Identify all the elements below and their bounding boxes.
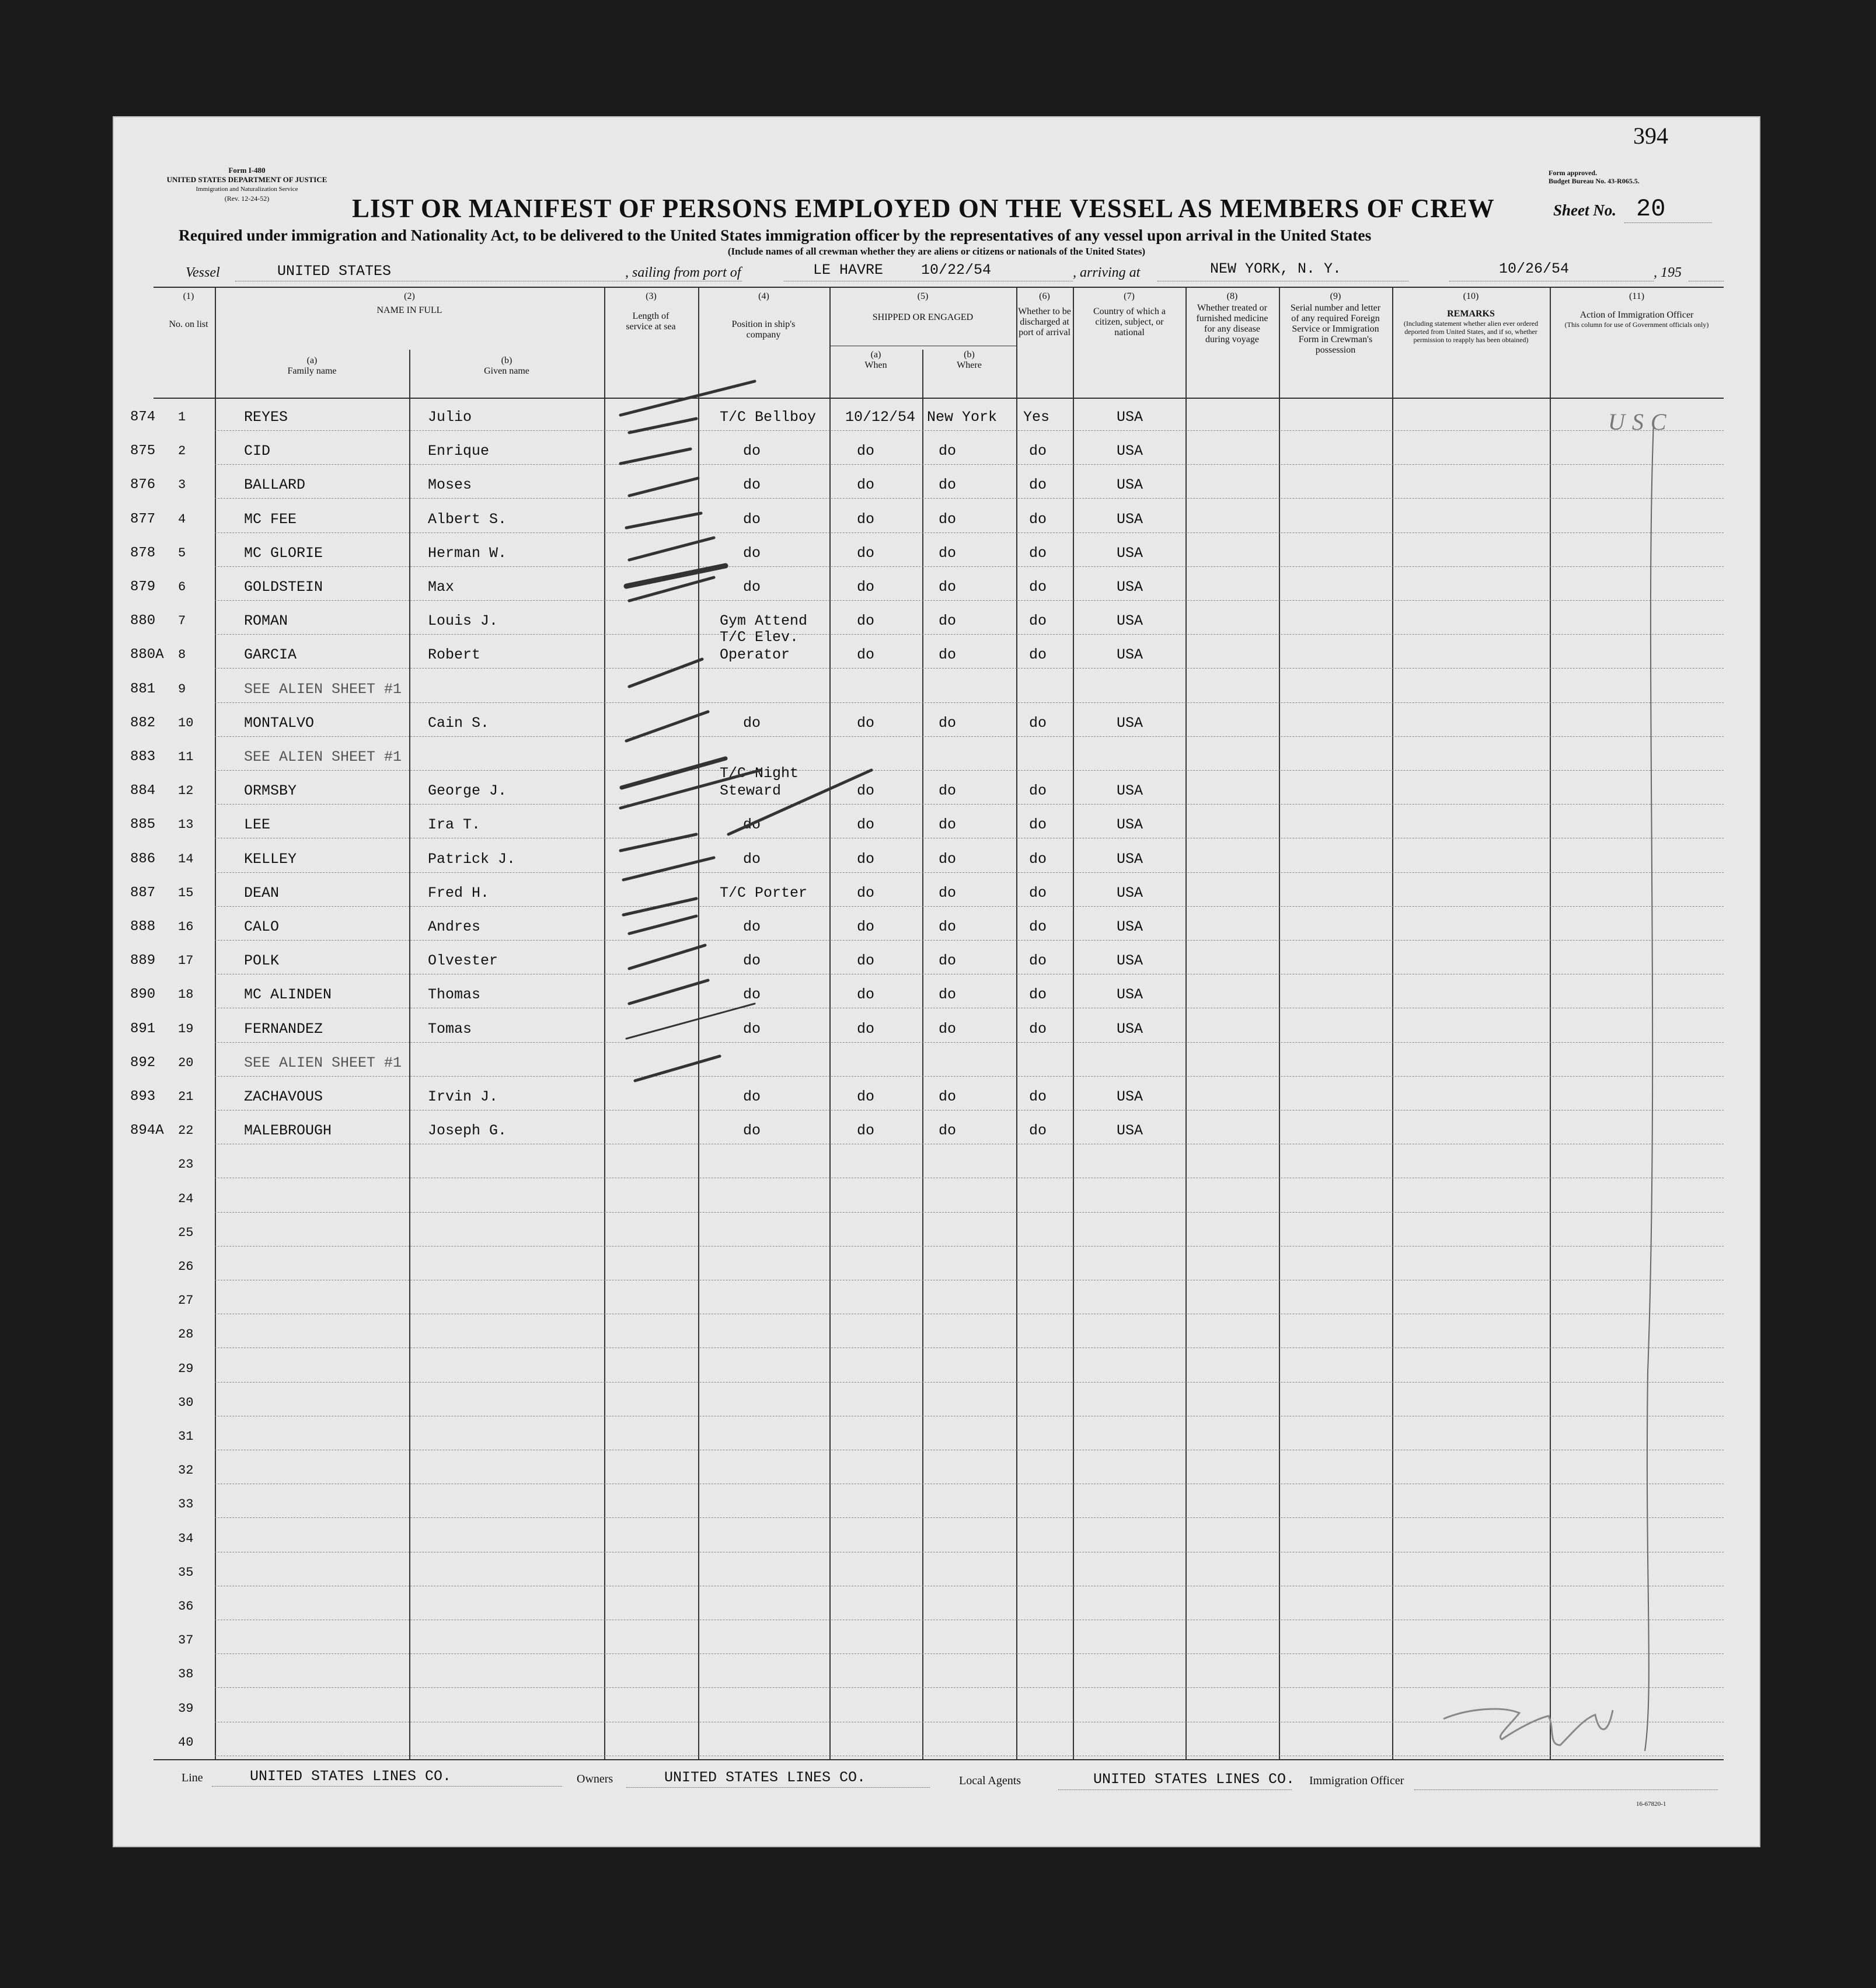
- cell-no: 5: [178, 545, 186, 560]
- line-company: UNITED STATES LINES CO.: [250, 1768, 452, 1785]
- cell-given: Herman W.: [428, 544, 507, 562]
- revision: (Rev. 12-24-52): [224, 194, 270, 203]
- cell-no: 39: [178, 1701, 194, 1716]
- cell-given: Fred H.: [428, 884, 490, 901]
- budget-bureau: Budget Bureau No. 43-R065.5.: [1549, 177, 1640, 185]
- cell-discharged: do: [1029, 884, 1047, 901]
- print-code: 16-67820-1: [1636, 1801, 1666, 1808]
- page-title: LIST OR MANIFEST OF PERSONS EMPLOYED ON THE VESSEL AS MEMBERS OF CREW: [352, 194, 1495, 223]
- cell-given: Joseph G.: [428, 1122, 507, 1140]
- col9-label: Serial number and letter of any required Foreign Service or Immigration Form in Crewman's possession: [1290, 303, 1381, 355]
- cell-country: USA: [1117, 612, 1143, 630]
- cell-no: 28: [178, 1327, 194, 1342]
- col5a-label: When: [864, 360, 887, 370]
- cell-ref: 887: [130, 885, 156, 901]
- cell-position: do: [743, 1122, 761, 1140]
- cell-discharged: do: [1029, 510, 1047, 528]
- cell-family: CID: [244, 443, 271, 460]
- cell-country: USA: [1117, 952, 1143, 970]
- col5b-label: Where: [957, 360, 982, 370]
- vessel-label: Vessel: [186, 265, 220, 280]
- port-to: NEW YORK, N. Y.: [1210, 260, 1342, 277]
- cell-position: do: [743, 850, 761, 868]
- cell-no: 25: [178, 1225, 194, 1240]
- cell-given: Cain S.: [428, 714, 490, 732]
- cell-position: do: [743, 579, 761, 596]
- cell-country: USA: [1117, 443, 1143, 460]
- cell-position: T/C Porter: [720, 884, 808, 901]
- col10-num: (10): [1463, 291, 1479, 301]
- cell-where: do: [939, 1122, 957, 1140]
- cell-ref: 894A: [130, 1123, 164, 1139]
- immigration-officer-label: Immigration Officer: [1309, 1774, 1404, 1787]
- col10-sub: (Including statement whether alien ever ordered deported from United States, and if so, whether permission to reapply has been obtained): [1403, 319, 1539, 344]
- cell-when: do: [857, 986, 875, 1004]
- cell-ref: 882: [130, 715, 156, 731]
- cell-where: do: [939, 612, 957, 630]
- cell-discharged: Yes: [1023, 409, 1050, 426]
- form-number: Form I-480: [228, 166, 266, 175]
- cell-position: Gym Attend: [720, 612, 808, 630]
- service: Immigration and Naturalization Service: [196, 186, 298, 193]
- cell-country: USA: [1117, 1122, 1143, 1140]
- cell-country: USA: [1117, 409, 1143, 426]
- cell-family: CALO: [244, 918, 280, 935]
- cell-no: 1: [178, 410, 186, 424]
- cell-given: Olvester: [428, 952, 498, 970]
- cell-family: MALEBROUGH: [244, 1122, 332, 1140]
- page-number: 394: [1633, 123, 1668, 149]
- cell-where: do: [939, 510, 957, 528]
- department: UNITED STATES DEPARTMENT OF JUSTICE: [166, 175, 327, 184]
- cell-ref: 881: [130, 681, 156, 697]
- cell-discharged: do: [1029, 1088, 1047, 1105]
- cell-ref: 884: [130, 783, 156, 799]
- col11-sub: (This column for use of Government officials only): [1564, 321, 1709, 329]
- cell-no: 14: [178, 851, 194, 866]
- cell-family: ZACHAVOUS: [244, 1088, 323, 1105]
- cell-no: 10: [178, 715, 194, 730]
- cell-no: 9: [178, 681, 186, 697]
- cell-ref: 889: [130, 953, 156, 969]
- cell-country: USA: [1117, 510, 1143, 528]
- cell-when: do: [857, 816, 875, 834]
- cell-where: do: [939, 443, 957, 460]
- sheet-number: 20: [1636, 195, 1666, 223]
- cell-no: 32: [178, 1463, 194, 1478]
- cell-discharged: do: [1029, 986, 1047, 1004]
- cell-ref: 880: [130, 613, 156, 629]
- cell-country: USA: [1117, 918, 1143, 935]
- cell-position: do: [743, 443, 761, 460]
- vessel-name: UNITED STATES: [277, 263, 392, 280]
- cell-where: do: [939, 782, 957, 800]
- cell-country: USA: [1117, 476, 1143, 494]
- cell-family: ROMAN: [244, 612, 288, 630]
- pencil-marks: [113, 116, 1760, 1847]
- cell-position: do: [743, 1020, 761, 1037]
- col6-label: Whether to be discharged at port of arrival: [1018, 307, 1071, 337]
- cell-no: 40: [178, 1735, 194, 1750]
- cell-ref: 883: [130, 749, 156, 765]
- cell-family: MC FEE: [244, 510, 297, 528]
- cell-position: T/C Elev.: [720, 629, 799, 646]
- sailing-label: , sailing from port of: [625, 265, 741, 280]
- cell-position: do: [743, 986, 761, 1004]
- cell-when: do: [857, 714, 875, 732]
- col8-label: Whether treated or furnished medicine for any disease during voyage: [1196, 303, 1268, 344]
- col5a-num: (a): [870, 350, 881, 360]
- cell-position: T/C Night: [720, 765, 799, 782]
- col2a-num: (a): [306, 356, 318, 365]
- cell-no: 20: [178, 1055, 194, 1070]
- cell-given: Louis J.: [428, 612, 498, 630]
- cell-given: George J.: [428, 782, 507, 800]
- col2b-label: Given name: [484, 366, 529, 376]
- cell-position2: Operator: [720, 646, 790, 664]
- cell-when: do: [857, 646, 875, 664]
- cell-where: do: [939, 850, 957, 868]
- owners-label: Owners: [577, 1773, 613, 1785]
- cell-position: do: [743, 816, 761, 834]
- cell-discharged: do: [1029, 952, 1047, 970]
- cell-ref: 879: [130, 579, 156, 595]
- col6-num: (6): [1039, 291, 1050, 301]
- cell-when: do: [857, 443, 875, 460]
- cell-given: Moses: [428, 476, 472, 494]
- cell-family: GOLDSTEIN: [244, 579, 323, 596]
- cell-no: 13: [178, 817, 194, 833]
- instructions-note: (Include names of all crewman whether they are aliens or citizens or nationals of the United States): [727, 246, 1146, 257]
- cell-country: USA: [1117, 646, 1143, 664]
- cell-family: MC ALINDEN: [244, 986, 332, 1004]
- cell-no: 34: [178, 1531, 194, 1546]
- cell-where: do: [939, 646, 957, 664]
- cell-discharged: do: [1029, 579, 1047, 596]
- cell-when: do: [857, 850, 875, 868]
- col4-num: (4): [758, 291, 769, 301]
- cell-country: USA: [1117, 850, 1143, 868]
- cell-family: SEE ALIEN SHEET #1: [244, 680, 402, 698]
- cell-no: 21: [178, 1089, 194, 1104]
- cell-where: do: [939, 544, 957, 562]
- cell-country: USA: [1117, 544, 1143, 562]
- cell-ref: 888: [130, 919, 156, 935]
- cell-given: Enrique: [428, 443, 490, 460]
- cell-when: do: [857, 476, 875, 494]
- cell-no: 31: [178, 1429, 194, 1444]
- cell-ref: 891: [130, 1021, 156, 1037]
- cell-when: do: [857, 884, 875, 901]
- cell-where: do: [939, 952, 957, 970]
- cell-ref: 878: [130, 545, 156, 561]
- cell-where: do: [939, 918, 957, 935]
- cell-when: do: [857, 1088, 875, 1105]
- cell-no: 17: [178, 953, 194, 969]
- cell-ref: 893: [130, 1089, 156, 1105]
- officer-note: USC: [1608, 409, 1673, 435]
- cell-position: do: [743, 510, 761, 528]
- cell-country: USA: [1117, 782, 1143, 800]
- col2-num: (2): [404, 291, 415, 301]
- cell-where: do: [939, 714, 957, 732]
- col7-label: Country of which a citizen, subject, or national: [1093, 307, 1166, 337]
- owners-company: UNITED STATES LINES CO.: [664, 1769, 866, 1786]
- cell-discharged: do: [1029, 714, 1047, 732]
- cell-discharged: do: [1029, 443, 1047, 460]
- cell-country: USA: [1117, 884, 1143, 901]
- approval-line: Form approved.: [1549, 169, 1598, 177]
- cell-when: do: [857, 579, 875, 596]
- cell-where: do: [939, 1088, 957, 1105]
- cell-country: USA: [1117, 1020, 1143, 1037]
- cell-no: 16: [178, 920, 194, 934]
- col1-label: No. on list: [169, 319, 208, 329]
- cell-country: USA: [1117, 714, 1143, 732]
- cell-country: USA: [1117, 579, 1143, 596]
- cell-position: do: [743, 952, 761, 970]
- cell-country: USA: [1117, 1088, 1143, 1105]
- cell-no: 11: [178, 750, 194, 764]
- port-from: LE HAVRE: [813, 262, 884, 278]
- cell-where: do: [939, 579, 957, 596]
- cell-no: 7: [178, 614, 186, 629]
- cell-family: BALLARD: [244, 476, 306, 494]
- line-label: Line: [182, 1771, 203, 1784]
- col11-num: (11): [1629, 291, 1645, 301]
- cell-discharged: do: [1029, 544, 1047, 562]
- cell-country: USA: [1117, 816, 1143, 834]
- col3-label: Length of service at sea: [626, 311, 676, 332]
- cell-family: SEE ALIEN SHEET #1: [244, 748, 402, 765]
- arriving-label: , arriving at: [1073, 265, 1141, 280]
- cell-when: do: [857, 510, 875, 528]
- cell-no: 24: [178, 1191, 194, 1206]
- cell-family: FERNANDEZ: [244, 1020, 323, 1037]
- agents-company: UNITED STATES LINES CO.: [1093, 1771, 1295, 1788]
- cell-ref: 874: [130, 409, 156, 425]
- cell-when: do: [857, 952, 875, 970]
- col10-label: REMARKS: [1447, 309, 1495, 319]
- cell-no: 3: [178, 478, 186, 493]
- cell-when: do: [857, 1020, 875, 1037]
- cell-no: 36: [178, 1599, 194, 1614]
- cell-discharged: do: [1029, 816, 1047, 834]
- cell-no: 4: [178, 511, 186, 527]
- cell-given: Irvin J.: [428, 1088, 498, 1105]
- cell-no: 30: [178, 1395, 194, 1410]
- cell-no: 23: [178, 1157, 194, 1172]
- cell-ref: 886: [130, 851, 156, 867]
- cell-no: 8: [178, 647, 186, 663]
- cell-ref: 877: [130, 511, 156, 527]
- cell-position: do: [743, 476, 761, 494]
- cell-given: Thomas: [428, 986, 481, 1004]
- cell-position: do: [743, 918, 761, 935]
- manifest-sheet: [113, 116, 1760, 1847]
- col2b-num: (b): [501, 356, 512, 365]
- cell-no: 33: [178, 1497, 194, 1512]
- agents-label: Local Agents: [959, 1774, 1021, 1787]
- cell-given: Tomas: [428, 1020, 472, 1037]
- cell-no: 37: [178, 1633, 194, 1648]
- cell-where: do: [939, 884, 957, 901]
- cell-position: T/C Bellboy: [720, 409, 817, 426]
- cell-discharged: do: [1029, 850, 1047, 868]
- col8-num: (8): [1226, 291, 1238, 301]
- cell-discharged: do: [1029, 782, 1047, 800]
- cell-ref: 876: [130, 477, 156, 493]
- cell-given: Max: [428, 579, 455, 596]
- cell-given: Patrick J.: [428, 850, 516, 868]
- cell-ref: 892: [130, 1054, 156, 1071]
- cell-ref: 880A: [130, 647, 164, 663]
- subtitle: Required under immigration and Nationality Act, to be delivered to the United States immigration officer by the representatives of any vessel upon arrival in the United States: [179, 226, 1372, 244]
- cell-given: Albert S.: [428, 510, 507, 528]
- col2a-label: Family name: [287, 366, 337, 376]
- col11-label: Action of Immigration Officer: [1579, 310, 1694, 320]
- cell-given: Robert: [428, 646, 481, 664]
- cell-where: do: [939, 816, 957, 834]
- col5-label: SHIPPED OR ENGAGED: [872, 312, 974, 322]
- cell-position: do: [743, 714, 761, 732]
- cell-ref: 890: [130, 987, 156, 1003]
- col9-num: (9): [1330, 291, 1341, 301]
- cell-family: GARCIA: [244, 646, 297, 664]
- year-label: , 195: [1654, 265, 1682, 280]
- cell-when: do: [857, 918, 875, 935]
- col4-label: Position in ship's company: [731, 319, 796, 340]
- cell-family: DEAN: [244, 884, 280, 901]
- cell-family: LEE: [244, 816, 271, 834]
- col2-label: NAME IN FULL: [376, 305, 442, 315]
- cell-family: POLK: [244, 952, 280, 970]
- sheet-label: Sheet No.: [1553, 201, 1616, 219]
- cell-where: do: [939, 1020, 957, 1037]
- cell-no: 12: [178, 784, 194, 799]
- cell-family: ORMSBY: [244, 782, 297, 800]
- cell-no: 15: [178, 885, 194, 900]
- cell-discharged: do: [1029, 918, 1047, 935]
- col5-num: (5): [917, 291, 929, 301]
- cell-no: 38: [178, 1667, 194, 1682]
- cell-discharged: do: [1029, 612, 1047, 630]
- date-from: 10/22/54: [921, 262, 992, 278]
- cell-where: do: [939, 476, 957, 494]
- cell-no: 26: [178, 1259, 194, 1274]
- col5b-num: (b): [964, 350, 975, 360]
- cell-discharged: do: [1029, 476, 1047, 494]
- cell-no: 6: [178, 580, 186, 594]
- cell-when: 10/12/54: [845, 409, 916, 426]
- cell-position2: Steward: [720, 782, 782, 800]
- col3-num: (3): [646, 291, 657, 301]
- cell-discharged: do: [1029, 1020, 1047, 1037]
- col1-num: (1): [183, 291, 194, 301]
- cell-when: do: [857, 1122, 875, 1140]
- cell-ref: 875: [130, 443, 156, 459]
- col7-num: (7): [1124, 291, 1135, 301]
- cell-given: Ira T.: [428, 816, 481, 834]
- cell-no: 35: [178, 1565, 194, 1580]
- cell-no: 27: [178, 1293, 194, 1308]
- cell-no: 29: [178, 1361, 194, 1376]
- cell-when: do: [857, 544, 875, 562]
- cell-discharged: do: [1029, 646, 1047, 664]
- cell-family: MC GLORIE: [244, 544, 323, 562]
- cell-when: do: [857, 782, 875, 800]
- cell-family: SEE ALIEN SHEET #1: [244, 1054, 402, 1071]
- cell-no: 2: [178, 444, 186, 459]
- cell-position: do: [743, 1088, 761, 1105]
- cell-where: do: [939, 986, 957, 1004]
- cell-family: KELLEY: [244, 850, 297, 868]
- cell-family: REYES: [244, 409, 288, 426]
- date-to: 10/26/54: [1499, 260, 1570, 277]
- cell-no: 18: [178, 987, 194, 1002]
- cell-where: New York: [927, 409, 998, 426]
- cell-family: MONTALVO: [244, 714, 315, 732]
- cell-when: do: [857, 612, 875, 630]
- cell-no: 19: [178, 1021, 194, 1036]
- cell-discharged: do: [1029, 1122, 1047, 1140]
- cell-given: Julio: [428, 409, 472, 426]
- cell-position: do: [743, 544, 761, 562]
- cell-country: USA: [1117, 986, 1143, 1004]
- cell-ref: 885: [130, 817, 156, 833]
- cell-no: 22: [178, 1123, 194, 1139]
- cell-given: Andres: [428, 918, 481, 935]
